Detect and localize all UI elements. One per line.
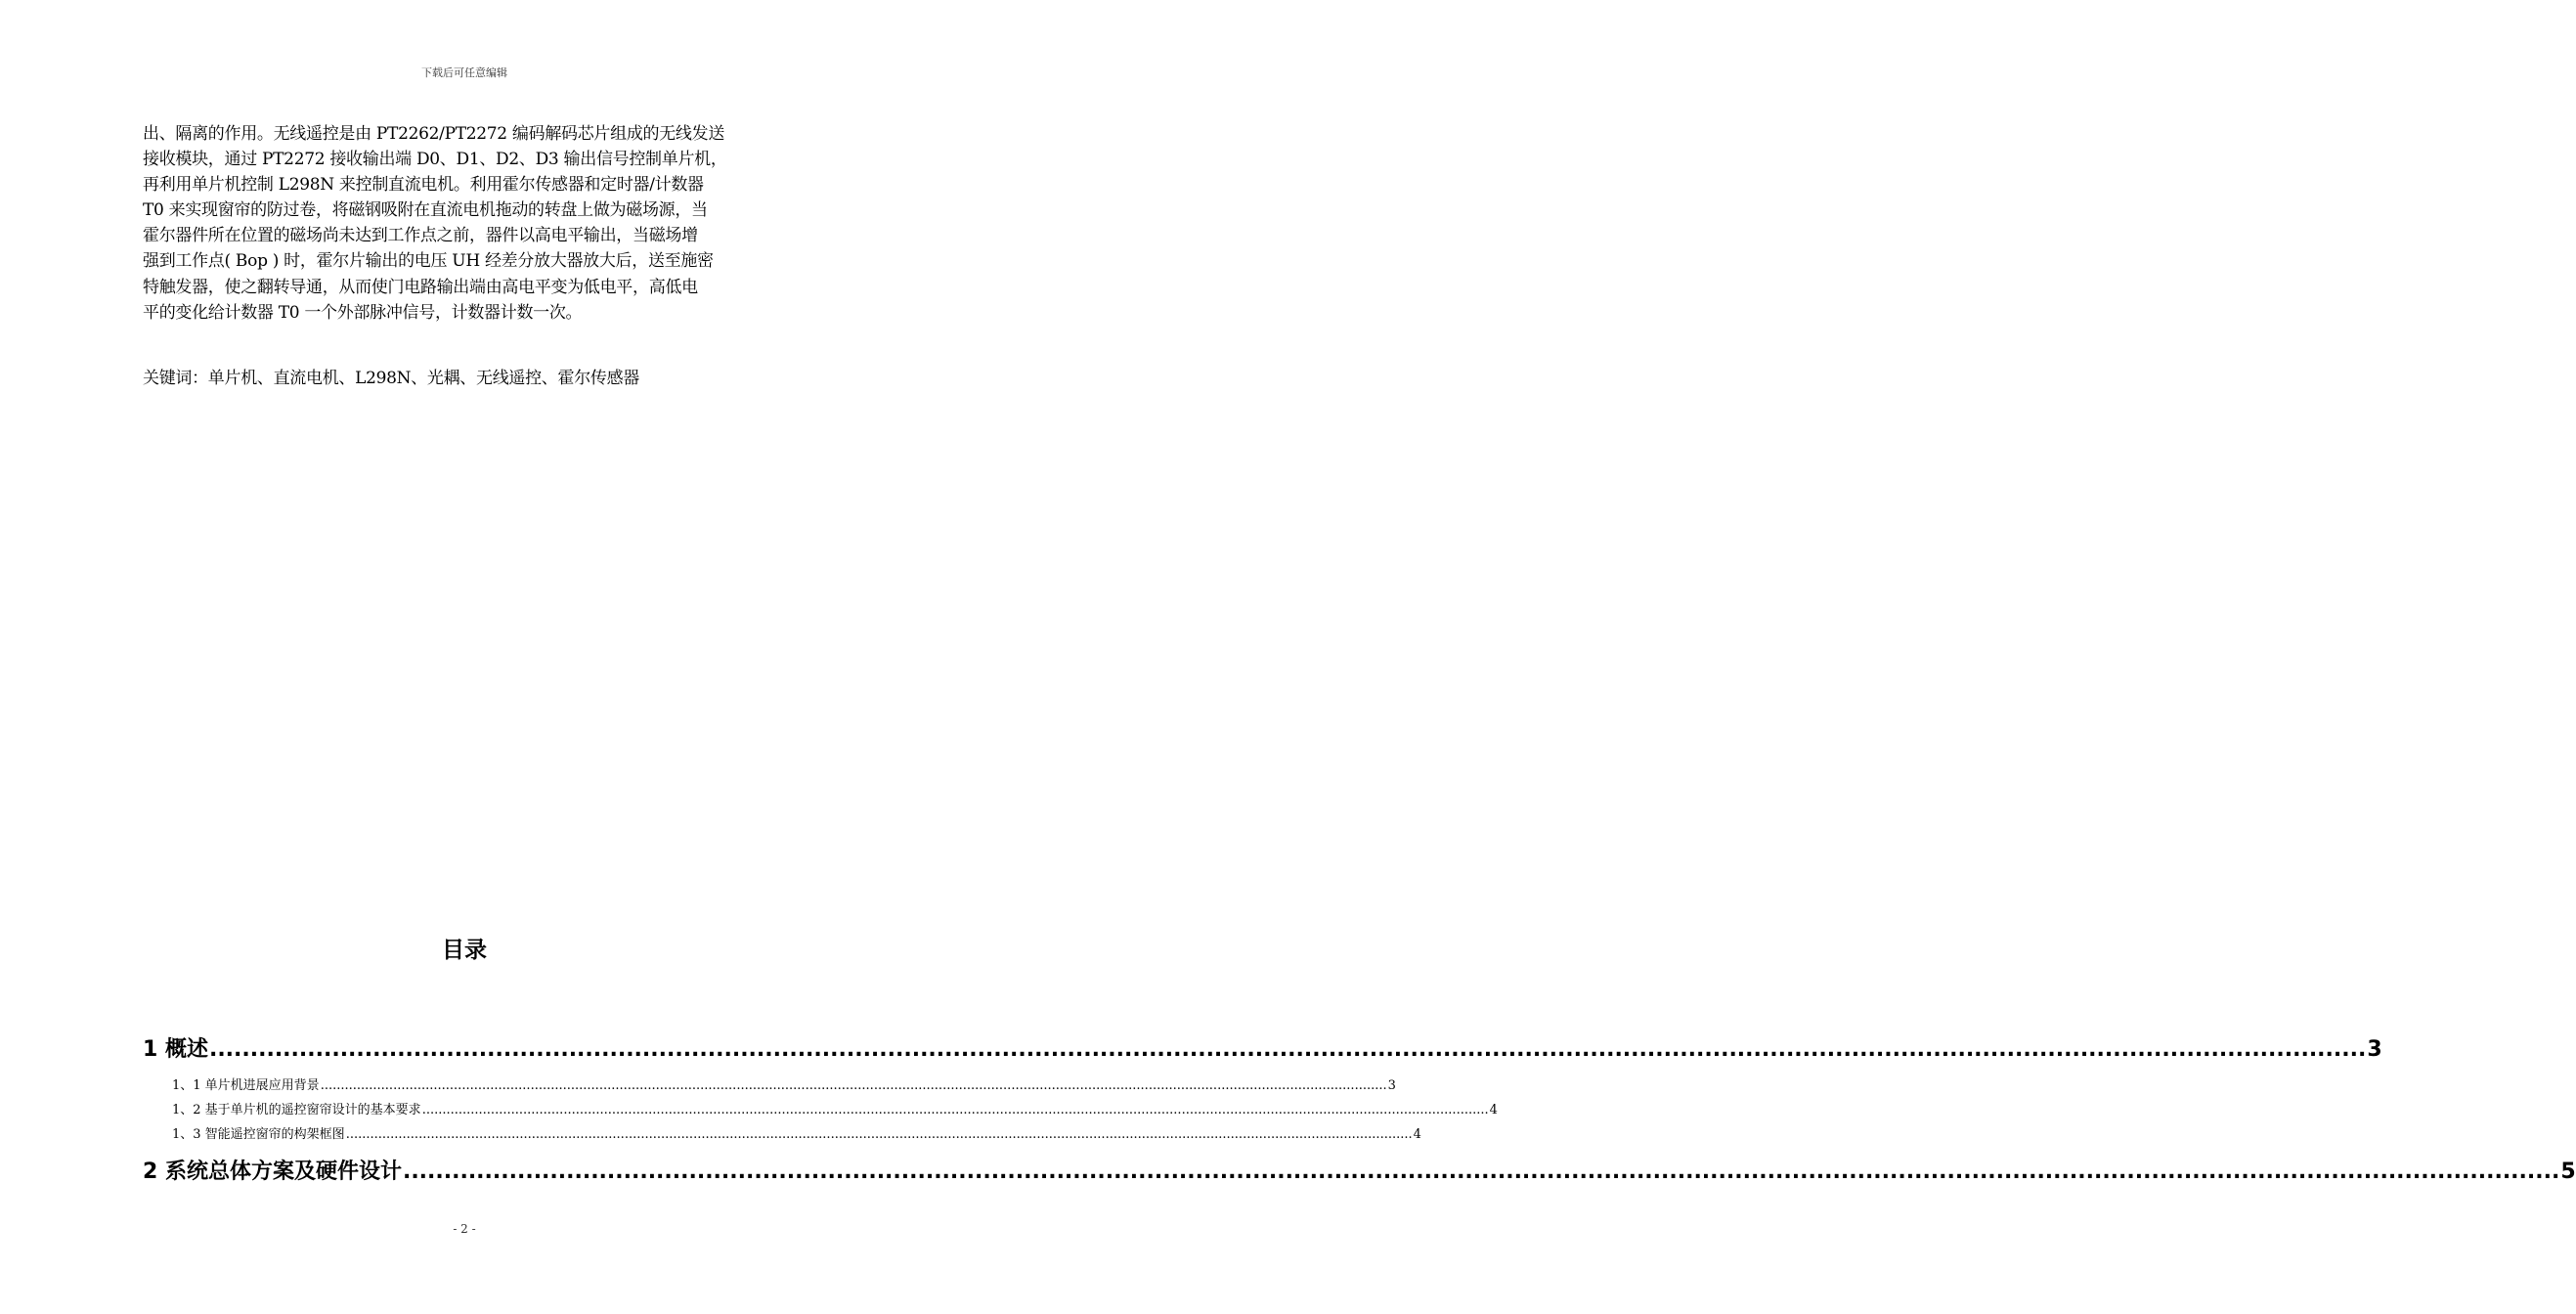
toc-leader-dots	[321, 1078, 1387, 1093]
page-header: 下载后可任意编辑	[421, 66, 507, 79]
toc-entry-label: 1、1 单片机进展应用背景	[172, 1078, 320, 1093]
paragraph-line: 强到工作点( Bop ) 时，霍尔片输出的电压 UH 经差分放大器放大后，送至施密	[143, 251, 714, 272]
paragraph-line: 再利用单片机控制 L298N 来控制直流电机。利用霍尔传感器和定时器/计数器	[143, 175, 704, 196]
toc-entry-label: 1、2 基于单片机的遥控窗帘设计的基本要求	[172, 1103, 421, 1117]
abstract-paragraph	[143, 121, 794, 326]
toc-entry-page: 3	[1387, 1078, 1396, 1093]
toc-entry-label: 1、3 智能遥控窗帘的构架框图	[172, 1127, 345, 1142]
toc-entry-page: 5	[2560, 1160, 2576, 1184]
toc-entry-page: 4	[1413, 1127, 1421, 1142]
page-number: - 2 -	[453, 1222, 476, 1236]
toc-leader-dots	[209, 1037, 2366, 1062]
paragraph-line: 出、隔离的作用。无线遥控是由 PT2262/PT2272 编码解码芯片组成的无线发送	[143, 124, 725, 144]
keywords-line: 关键词：单片机、直流电机、L298N、光耦、无线遥控、霍尔传感器	[143, 369, 640, 388]
paragraph-line: T0 来实现窗帘的防过卷，将磁钢吸附在直流电机拖动的转盘上做为磁场源，当	[143, 200, 708, 221]
toc-entry-1-2[interactable]	[143, 1099, 1498, 1117]
paragraph-line: 平的变化给计数器 T0 一个外部脉冲信号，计数器计数一次。	[143, 302, 583, 323]
toc-leader-dots	[346, 1127, 1413, 1142]
toc-entry-page: 4	[1489, 1103, 1498, 1117]
toc-entry-label: 2 系统总体方案及硬件设计	[143, 1160, 402, 1184]
toc-entry-1-1[interactable]	[143, 1074, 1396, 1093]
toc-entry-1[interactable]	[143, 1032, 2382, 1063]
paragraph-line: 接收模块，通过 PT2272 接收输出端 D0、D1、D2、D3 输出信号控制单片机，	[143, 150, 727, 170]
toc-entry-label: 1 概述	[143, 1037, 208, 1062]
toc-entry-2[interactable]	[143, 1155, 2576, 1185]
paragraph-line: 特触发器，使之翻转导通，从而使门电路输出端由高电平变为低电平，高低电	[143, 277, 698, 297]
toc-leader-dots	[403, 1160, 2559, 1184]
toc-entry-1-3[interactable]	[143, 1123, 1421, 1142]
toc-title: 目录	[442, 938, 487, 963]
toc-entry-page: 3	[2367, 1037, 2382, 1062]
paragraph-line: 霍尔器件所在位置的磁场尚未达到工作点之前，器件以高电平输出，当磁场增	[143, 226, 698, 246]
toc-leader-dots	[422, 1103, 1489, 1117]
